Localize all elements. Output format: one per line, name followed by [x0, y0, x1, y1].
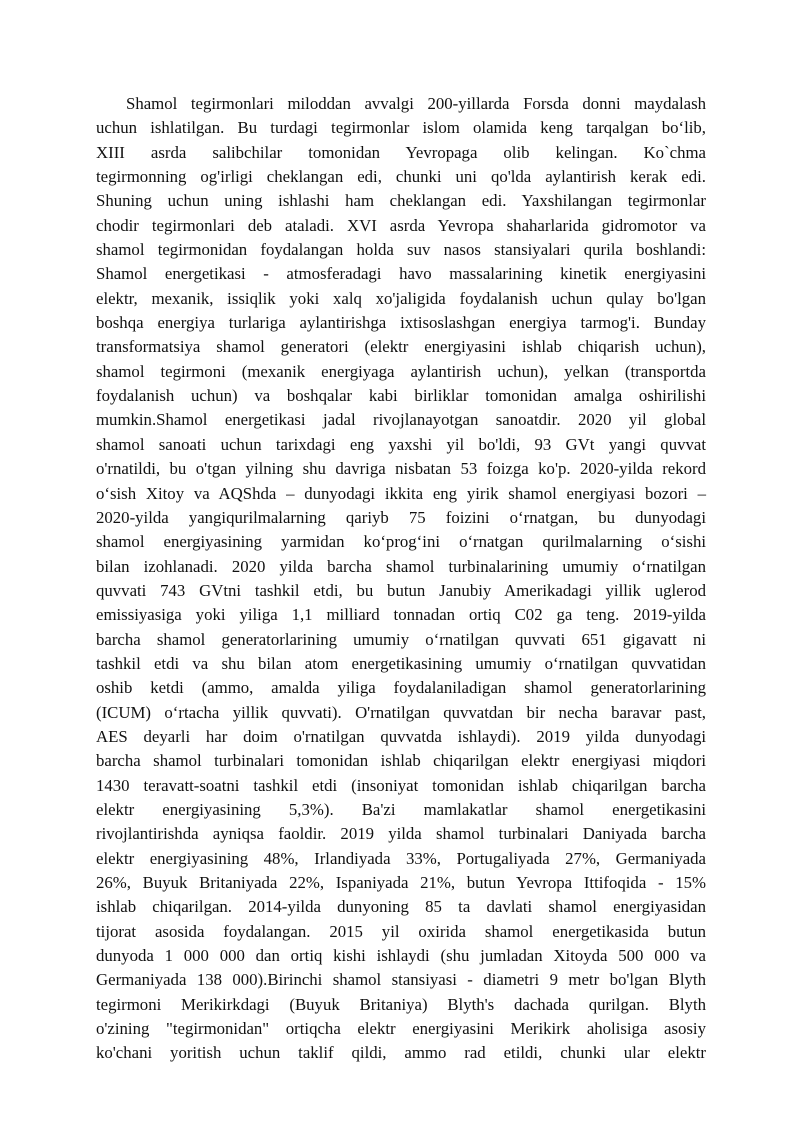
text-line: o'zining "tegirmonidan" ortiqcha elektr energiyasini Merikirk aholisiga asosiy	[96, 1019, 706, 1039]
text-line: mumkin.Shamol energetikasi jadal rivojlanayotgan sanoatdir. 2020 yil global	[96, 410, 706, 430]
text-line: (ICUM) o‘rtacha yillik quvvati). O'rnatilgan quvvatdan bir necha baravar past,	[96, 702, 706, 722]
text-line: foydalanish uchun) va boshqalar kabi birliklar tomonidan amalga oshirilishi	[96, 386, 706, 406]
text-line: 26%, Buyuk Britaniyada 22%, Ispaniyada 21%, butun Yevropa Ittifoqida - 15%	[96, 873, 706, 892]
text-line: Shamol energetikasi - atmosferadagi havo massalarining kinetik energiyasini	[96, 264, 706, 284]
text-line: chodir tegirmonlari deb ataladi. XVI asrda Yevropa shaharlarida gidromotor va	[96, 215, 706, 235]
text-line: elektr, mexanik, issiqlik yoki xalq xo'jaligida foydalanish uchun qulay bo'lgan	[96, 288, 706, 308]
body-text	[96, 92, 706, 1066]
text-line: ishlab chiqarilgan. 2014-yilda dunyoning 85 ta davlati shamol energiyasidan	[96, 897, 706, 917]
text-line: tashkil etdi va shu bilan atom energetikasining umumiy o‘rnatilgan quvvatidan	[96, 653, 706, 673]
text-line: barcha shamol generatorlarining umumiy o‘rnatilgan quvvati 651 gigavatt ni	[96, 629, 706, 649]
text-line: dunyoda 1 000 000 dan ortiq kishi ishlaydi (shu jumladan Xitoyda 500 000 va	[96, 946, 706, 966]
text-line: transformatsiya shamol generatori (elektr energiyasini ishlab chiqarish uchun),	[96, 337, 706, 357]
text-line: tegirmonning og'irligi cheklangan edi, chunki uni qo'lda aylantirish kerak edi.	[96, 167, 706, 187]
text-line: AES deyarli har doim o'rnatilgan quvvatda ishlaydi). 2019 yilda dunyodagi	[96, 726, 706, 746]
text-line: rivojlantirishda ayniqsa faoldir. 2019 yilda shamol turbinalari Daniyada barcha	[96, 824, 706, 844]
text-line: elektr energiyasining 5,3%). Ba'zi mamlakatlar shamol energetikasini	[96, 799, 706, 819]
text-line: barcha shamol turbinalari tomonidan ishlab chiqarilgan elektr energiyasi miqdori	[96, 751, 706, 771]
text-line: o‘sish Xitoy va AQShda – dunyodagi ikkita eng yirik shamol energiyasi bozori –	[96, 483, 706, 503]
text-line: Germaniyada 138 000).Birinchi shamol stansiyasi - diametri 9 metr bo'lgan Blyth	[96, 970, 706, 990]
text-line: quvvati 743 GVtni tashkil etdi, bu butun Janubiy Amerikadagi yillik uglerod	[96, 580, 706, 600]
text-line: uchun ishlatilgan. Bu turdagi tegirmonlar islom olamida keng tarqalgan bo‘lib,	[96, 118, 706, 138]
text-line: shamol energiyasining yarmidan ko‘prog‘ini o‘rnatgan qurilmalarning o‘sishi	[96, 532, 706, 552]
text-line: oshib ketdi (ammo, amalda yiliga foydalaniladigan shamol generatorlarining	[96, 678, 706, 698]
text-line: 2020-yilda yangiqurilmalarning qariyb 75 foizini o‘rnatgan, bu dunyodagi	[96, 507, 706, 527]
text-line: tegirmoni Merikirkdagi (Buyuk Britaniya) Blyth's dachada qurilgan. Blyth	[96, 994, 706, 1014]
text-line: bilan izohlanadi. 2020 yilda barcha shamol turbinalarining umumiy o‘rnatilgan	[96, 556, 706, 576]
paragraph	[96, 92, 706, 1066]
text-line: shamol tegirmonidan foydalangan holda suv nasos stansiyalari qurila boshlandi:	[96, 240, 706, 260]
text-line: 1430 teravatt-soatni tashkil etdi (insoniyat tomonidan ishlab chiqarilgan barcha	[96, 775, 706, 795]
text-line: boshqa energiya turlariga aylantirishga ixtisoslashgan energiya tarmog'i. Bunday	[96, 313, 706, 333]
text-line: Shuning uchun uning ishlashi ham cheklangan edi. Yaxshilangan tegirmonlar	[96, 191, 706, 211]
text-line: tijorat asosida foydalangan. 2015 yil oxirida shamol energetikasida butun	[96, 921, 706, 941]
text-line: emissiyasiga yoki yiliga 1,1 milliard tonnadan ortiq C02 ga teng. 2019-yilda	[96, 605, 706, 625]
text-line: XIII asrda salibchilar tomonidan Yevropaga olib kelingan. Ko`chma	[96, 142, 706, 162]
text-line: shamol sanoati uchun tarixdagi eng yaxshi yil bo'ldi, 93 GVt yangi quvvat	[96, 434, 706, 454]
text-line: shamol tegirmoni (mexanik energiyaga aylantirish uchun), yelkan (transportda	[96, 361, 706, 381]
text-line: elektr energiyasining 48%, Irlandiyada 33%, Portugaliyada 27%, Germaniyada	[96, 848, 706, 868]
text-line: ko'chani yoritish uchun taklif qildi, ammo rad etildi, chunki ular elektr	[96, 1043, 706, 1063]
text-line: Shamol tegirmonlari miloddan avvalgi 200-yillarda Forsda donni maydalash	[126, 94, 706, 113]
text-line: o'rnatildi, bu o'tgan yilning shu davriga nisbatan 53 foizga ko'p. 2020-yilda rekord	[96, 459, 706, 479]
